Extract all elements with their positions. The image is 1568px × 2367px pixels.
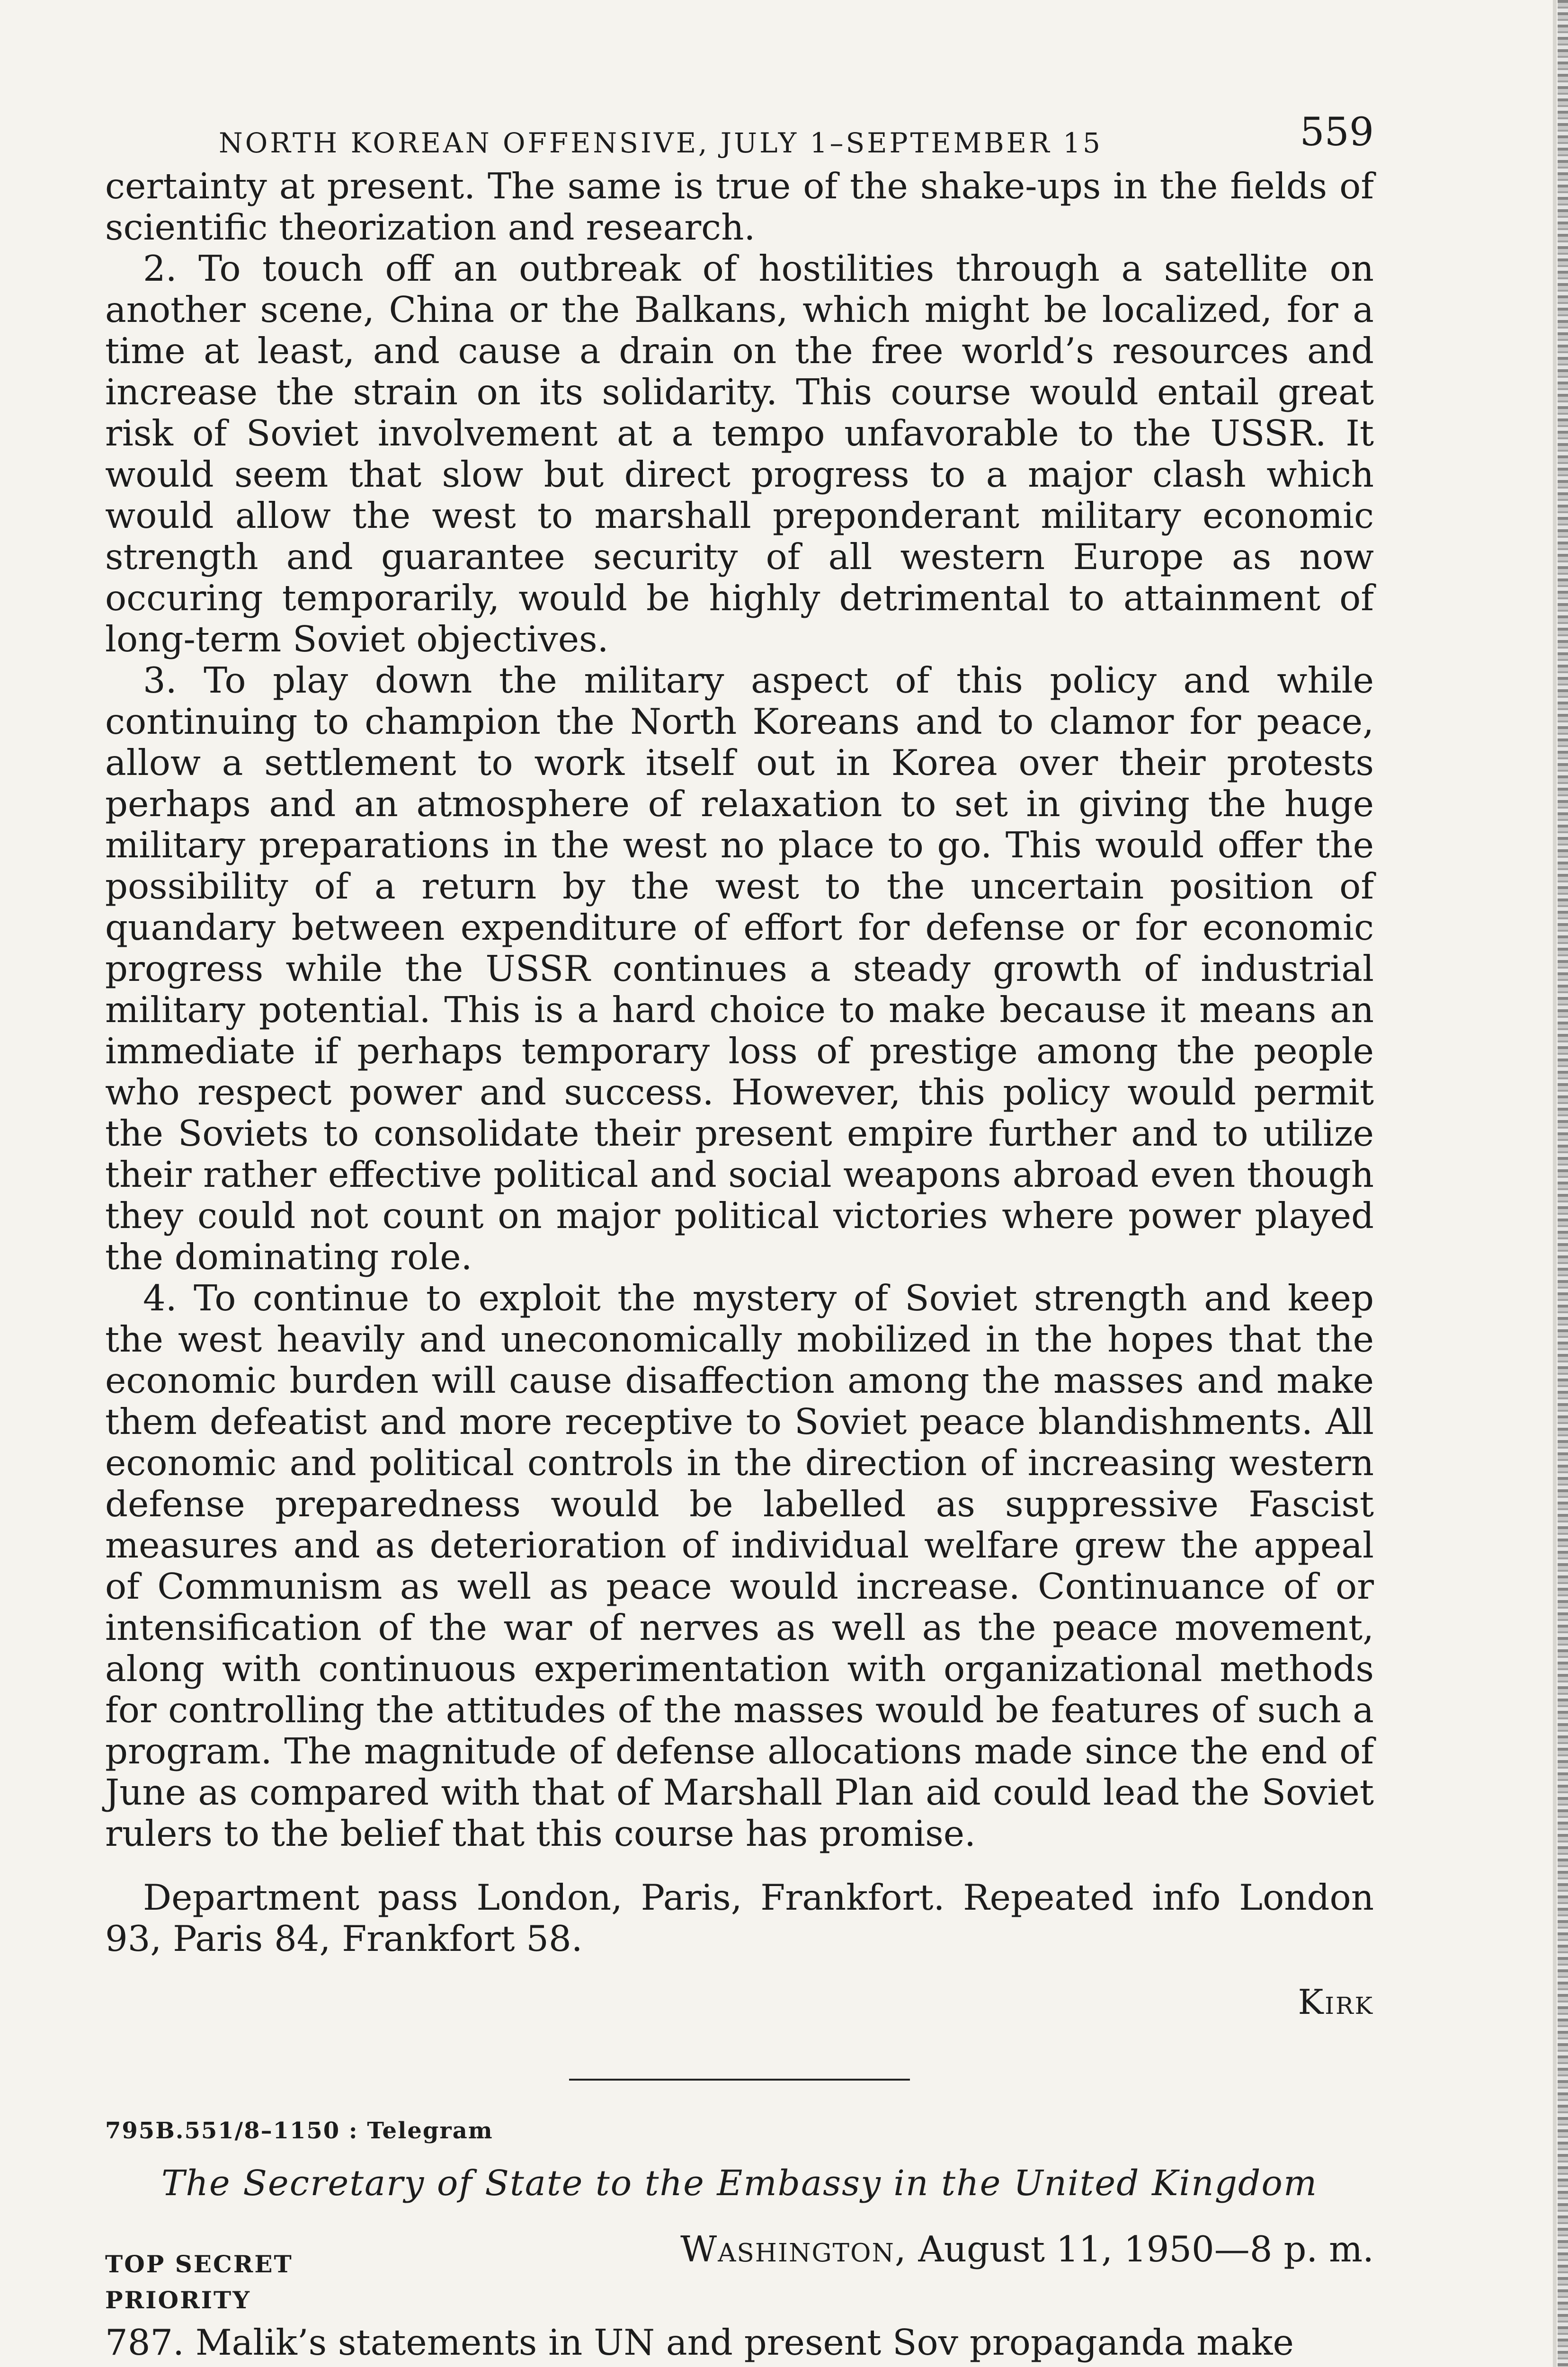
paragraph-option-4: 4. To continue to exploit the mystery of Soviet strength and keep the west heavily and uneconomically mobilized in the hopes that the economic burden will cause disaffection among the masses and make them defeatist and more receptive to Soviet peace blandishments. All economic and political controls in the direction of increasing western defense preparedness would be labelled as suppressive Fascist measures and as deterioration of individual welfare grew the appeal of Communism as well as peace would increase. Continuance of or intensification of the war of nerves as well as the peace movement, along with continuous experimentation with organizational methods for controlling the attitudes of the masses would be features of such a program. The magnitude of defense allocations made since the end of June as compared with that of Marshall Plan aid could lead the Soviet rulers to the belief that this course has promise. <box>105 1277 1374 1854</box>
telegram-text <box>105 2319 1374 2367</box>
paragraph-routing: Department pass London, Paris, Frankfort. Repeated info London 93, Paris 84, Frankfort 58. <box>105 1877 1374 1959</box>
signature: Kirk <box>1298 1982 1374 2022</box>
file-reference: 795B.551/8–1150 : Telegram <box>105 2118 493 2144</box>
document-page <box>105 95 1374 2367</box>
paragraph-continuation: certainty at present. The same is true of the shake-ups in the fields of scientific theorization and research. <box>105 165 1374 248</box>
paragraph-option-3: 3. To play down the military aspect of this policy and while continuing to champion the North Koreans and to clamor for peace, allow a settlement to work itself out in Korea over their protests perhaps and an atmosphere of relaxation to set in giving the huge military preparations in the west no place to go. This would offer the possibility of a return by the west to the uncertain position of quandary between expenditure of effort for defense or for economic progress while the USSR continues a steady growth of industrial military potential. This is a hard choice to make because it means an immediate if perhaps temporary loss of prestige among the people who respect power and success. However, this policy would permit the Soviets to consolidate their present empire further and to utilize their rather effective political and social weapons abroad even though they could not count on major political victories where power played the dominating role. <box>105 659 1374 1278</box>
page-number: 559 <box>1300 110 1374 155</box>
classification-line <box>105 2228 1374 2280</box>
dateline-place: Washington, <box>680 2228 907 2270</box>
section-divider <box>569 2079 910 2081</box>
page-edge-stack <box>1558 0 1568 2367</box>
priority-label: PRIORITY <box>105 2286 251 2314</box>
document-title: The Secretary of State to the Embassy in the United Kingdom <box>161 2163 1318 2204</box>
classification-label: TOP SECRET <box>105 2250 293 2278</box>
page-binding-shadow <box>1553 0 1557 2367</box>
running-header <box>105 95 1374 166</box>
running-title: NORTH KOREAN OFFENSIVE, JULY 1–SEPTEMBER 15 <box>219 127 1103 159</box>
paragraph-option-2: 2. To touch off an outbreak of hostilities through a satellite on another scene, China or the Balkans, which might be localized, for a time at least, and cause a drain on the free world’s resources and increase the strain on its solidarity. This course would entail great risk of Soviet involvement at a tempo unfavorable to the USSR. It would seem that slow but direct progress to a major clash which would allow the west to marshall preponderant military economic strength and guarantee security of all western Europe as now occuring temporarily, would be highly detrimental to attainment of long-term Soviet objectives. <box>105 248 1374 660</box>
body-text <box>105 166 1374 1959</box>
dateline-date: August 11, 1950—8 p. m. <box>918 2228 1374 2270</box>
dateline <box>680 2228 1374 2270</box>
telegram-line: 787. Malik’s statements in UN and present Sov propaganda make <box>105 2322 1294 2363</box>
